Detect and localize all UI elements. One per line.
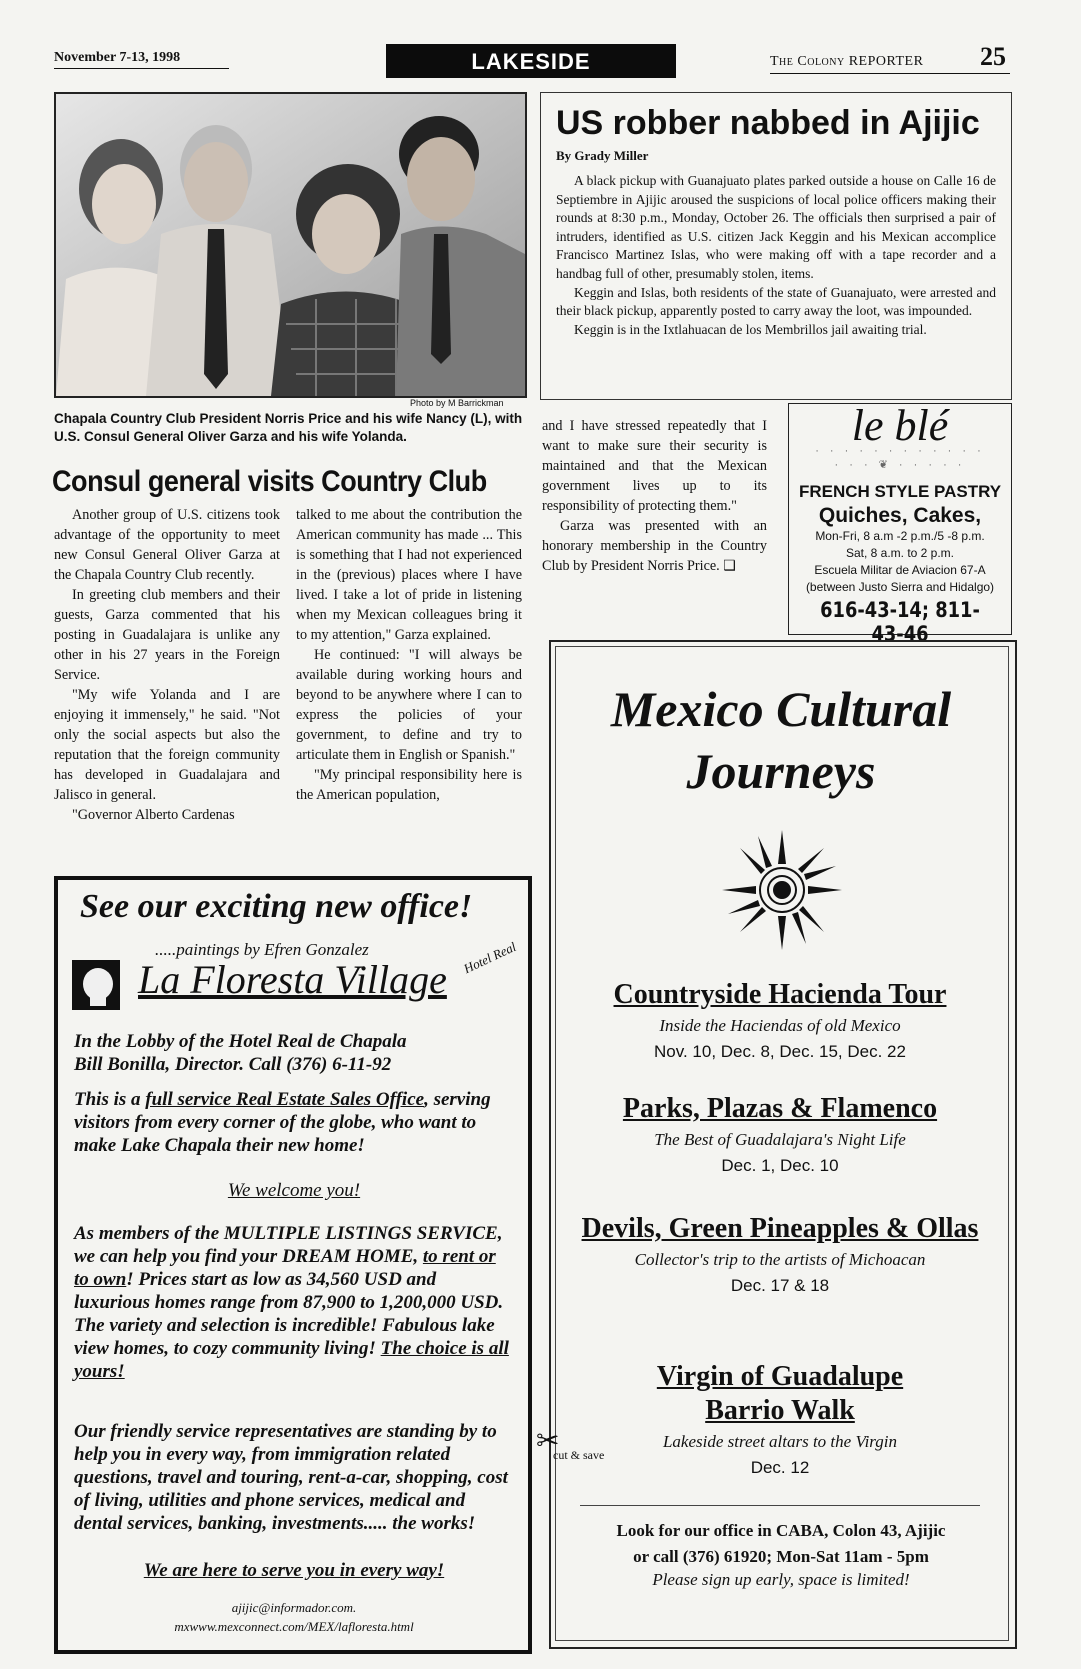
page-number: 25 <box>980 42 1006 71</box>
text-run: ! Prices start as low as 34,560 USD and luxurious homes range from 87,900 to 1,200,000 USD. The variety and selection is incredible! Fabulous lake view homes, to cozy community living! <box>74 1269 504 1359</box>
floresta-paragraph-3: Our friendly service representatives are standing by to help you in every way, from immigration related questions, travel and touring, rent-a-car, shopping, cost of living, utilities and phone services, medical and dental services, banking, investments..... the works! <box>74 1421 508 1534</box>
sun-icon <box>720 828 844 952</box>
article-paragraph: Keggin is in the Ixtlahuacan de los Membrillos jail awaiting trial. <box>574 321 927 337</box>
le-ble-hours-weekday: Mon-Fri, 8 a.m -2 p.m./5 -8 p.m. <box>815 529 985 543</box>
journeys-office: Look for our office in CABA, Colon 43, Ajijic <box>616 1521 946 1540</box>
floresta-subline: .....paintings by Efren Gonzalez <box>155 940 369 959</box>
robber-headline: US robber nabbed in Ajijic <box>556 104 980 142</box>
journeys-title-line-1: Mexico Cultural <box>610 681 952 737</box>
floresta-paragraph-1 <box>74 1088 514 1157</box>
tour-subtitle: The Best of Guadalajara's Night Life <box>654 1130 906 1149</box>
tour-item <box>560 978 1000 1062</box>
photo-credit: Photo by M Barrickman <box>410 398 504 408</box>
le-ble-products: Quiches, Cakes, <box>818 504 982 527</box>
issue-date: November 7-13, 1998 <box>54 50 229 69</box>
journeys-phone: or call (376) 61920; Mon-Sat 11am - 5pm <box>633 1547 929 1566</box>
article-paragraph: and I have stressed repeatedly that I want to make sure their security is maintained and that the Mexican government lives up to its responsibility of protecting them." <box>542 418 767 514</box>
text-run: , serving visitors from every corner of the globe, who want to make Lake Chapala their new home! <box>74 1089 491 1156</box>
photo-caption: Chapala Country Club President Norris Price and his wife Nancy (L), with U.S. Consul General Oliver Garza and his wife Yolanda. <box>54 411 523 444</box>
robber-byline: By Grady Miller <box>556 148 649 163</box>
section-banner: LAKESIDE <box>386 44 676 78</box>
article-paragraph: talked to me about the contribution the American community has made ... This is something that I had not experienced in the (previous) places where I have lived. I take a lot of pride in listening when my Mexican colleagues bring it to my attention," Garza explained. <box>296 507 522 643</box>
journeys-title-line-2: Journeys <box>686 743 876 799</box>
photo-illustration <box>56 94 525 396</box>
tour-item <box>560 1212 1000 1296</box>
floresta-lobby-line-1: In the Lobby of the Hotel Real de Chapala <box>74 1031 407 1052</box>
group-photo <box>54 92 527 398</box>
floresta-serve: We are here to serve you in every way! <box>143 1560 445 1581</box>
tour-name: Devils, Green Pineapples & Ollas <box>581 1213 979 1244</box>
le-ble-logo: le blé <box>851 401 949 450</box>
le-ble-hours-saturday: Sat, 8 a.m. to 2 p.m. <box>845 546 955 560</box>
floresta-email-link[interactable]: ajijic@informador.com. <box>231 1600 357 1615</box>
consul-headline: Consul general visits Country Club <box>52 465 487 498</box>
article-paragraph: Garza was presented with an honorary membership in the Country Club by President Norris Price. ❑ <box>542 518 767 574</box>
le-ble-ad <box>788 401 1012 646</box>
article-paragraph: A black pickup with Guanajuato plates parked outside a house on Calle 16 de Septiembre in Ajijic aroused the suspicions of local police officers making their rounds at 8:30 p.m., Monday, October 26. The officials then surprised a pair of intruders, identified as U.S. citizen Jack Keggin and his Mexican accomplice Francisco Martinez Islas, who were making off with a tape recorder and a handbag full of other, presumably stolen, items. <box>556 173 996 281</box>
tour-name: Countryside Hacienda Tour <box>613 979 947 1010</box>
tour-name-line-2: Barrio Walk <box>705 1395 855 1426</box>
text-run: This is a <box>74 1089 146 1110</box>
article-paragraph: Another group of U.S. citizens took advantage of the opportunity to meet new Consul General Oliver Garza at the Chapala Country Club recently. <box>54 507 280 583</box>
floresta-logo-icon <box>72 960 120 1010</box>
floresta-contact <box>74 1598 514 1636</box>
le-ble-tagline: FRENCH STYLE PASTRY <box>798 482 1002 501</box>
decorative-dots: · · · · · · · · · · · · · · · ❦ · · · · · <box>815 445 985 471</box>
tour-item <box>560 1360 1000 1478</box>
text-run: The choice is all yours! <box>74 1338 509 1382</box>
le-ble-phone: 616-43-14; 811-43-46 <box>820 598 980 646</box>
tour-item <box>560 1092 1000 1176</box>
tour-subtitle: Lakeside street altars to the Virgin <box>662 1432 898 1451</box>
journeys-signup-note: Please sign up early, space is limited! <box>652 1570 910 1589</box>
article-paragraph: In greeting club members and their guests, Garza commented that his posting in Guadalajara is unlike any other in his 27 years in the Foreign Service. <box>54 587 280 683</box>
floresta-paragraph-2 <box>74 1222 514 1383</box>
floresta-name: La Floresta Village <box>138 957 447 1002</box>
journeys-title <box>555 678 1007 802</box>
article-paragraph: Keggin and Islas, both residents of the state of Guanajuato, were arrested and their black pickup, apparently posted to carry away the loot, was impounded. <box>556 284 996 319</box>
article-paragraph: "My wife Yolanda and I are enjoying it immensely," he said. "Not only the social aspects but also the reputation that the foreign community has developed in Guadalajara and Jalisco in general. <box>54 687 280 803</box>
tour-dates: Nov. 10, Dec. 8, Dec. 15, Dec. 22 <box>654 1042 906 1061</box>
scissors-icon: ✂ <box>536 1426 560 1457</box>
tour-subtitle: Collector's trip to the artists of Michoacan <box>634 1250 926 1269</box>
text-run: to rent or to own <box>74 1246 496 1290</box>
masthead-rule <box>770 73 1010 74</box>
consul-column-2 <box>296 505 522 805</box>
floresta-lobby-line-2: Bill Bonilla, Director. Call (376) 6-11-92 <box>74 1054 392 1075</box>
tour-dates: Dec. 17 & 18 <box>730 1276 830 1295</box>
tour-dates: Dec. 12 <box>750 1458 810 1477</box>
paper-name: The Colony REPORTER <box>770 54 924 69</box>
consul-column-3 <box>542 416 767 576</box>
journeys-contact <box>560 1518 1002 1570</box>
floresta-lobby <box>74 1030 514 1076</box>
floresta-web-link[interactable]: mxwww.mexconnect.com/MEX/lafloresta.html <box>174 1619 414 1634</box>
consul-column-1 <box>54 505 280 825</box>
article-paragraph: "Governor Alberto Cardenas <box>72 807 235 823</box>
article-paragraph: He continued: "I will always be available during working hours and beyond to be anywhere where I can to express the policies of your government, to define and try to articulate them in English or Spanish." <box>296 647 522 763</box>
le-ble-address-detail: (between Justo Sierra and Hidalgo) <box>805 580 995 594</box>
robber-body <box>556 172 996 339</box>
floresta-signature: Hotel Real <box>461 938 519 977</box>
tour-name: Virgin of Guadalupe <box>656 1361 904 1392</box>
floresta-headline: See our exciting new office! <box>80 888 473 925</box>
cut-and-save-note: cut & save <box>553 1448 605 1462</box>
tour-subtitle: Inside the Haciendas of old Mexico <box>659 1016 901 1035</box>
text-run: As members of the MULTIPLE LISTINGS SERVICE, we can help you find your DREAM HOME, <box>74 1223 503 1267</box>
journeys-divider <box>580 1505 980 1506</box>
floresta-welcome: We welcome you! <box>227 1180 361 1201</box>
text-run: full service Real Estate Sales Office <box>145 1089 425 1110</box>
tour-name: Parks, Plazas & Flamenco <box>622 1093 938 1124</box>
article-paragraph: "My principal responsibility here is the American population, <box>296 767 522 803</box>
le-ble-address: Escuela Militar de Aviacion 67-A <box>814 563 986 577</box>
tour-dates: Dec. 1, Dec. 10 <box>721 1156 839 1175</box>
